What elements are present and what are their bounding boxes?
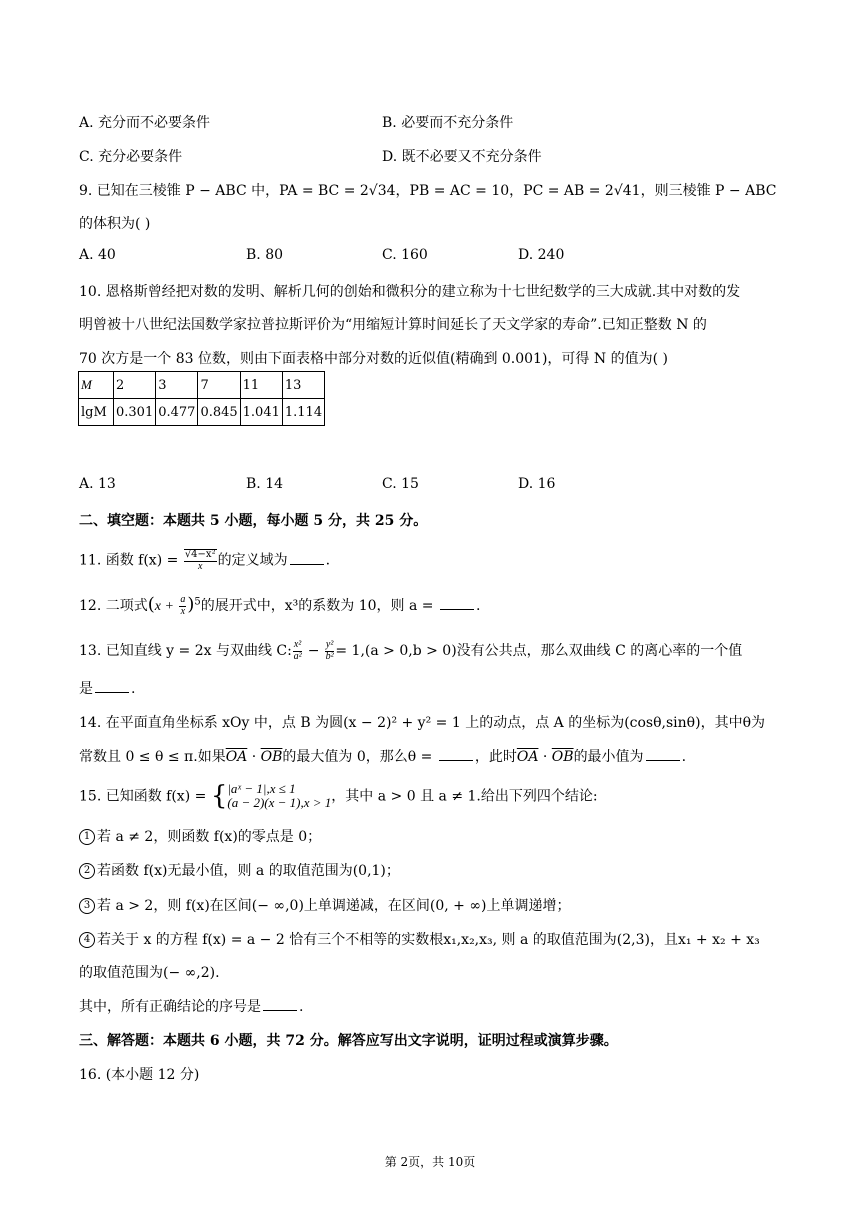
q9-option-b: B. 80 xyxy=(246,247,284,263)
q13-frac-y xyxy=(325,640,334,662)
q13-frac-x-den: a² xyxy=(293,650,302,662)
q11-fraction xyxy=(184,549,217,572)
q9-stem-line2: 的体积为( ) xyxy=(79,216,151,232)
vector-oa: $\overline{OA}$ xyxy=(516,749,539,765)
q10-option-b: B. 14 xyxy=(246,476,284,492)
q10-stem-line1: 10. 恩格斯曾经把对数的发明、解析几何的创始和微积分的建立称为十七世纪数学的三大成就.其中对数的发 xyxy=(79,284,741,300)
q14-line2-d: 的最小值为 xyxy=(573,749,644,765)
circled-number-icon: 3 xyxy=(79,898,95,914)
log-table xyxy=(78,371,325,426)
q15-stem xyxy=(79,782,598,811)
table-cell: 0.845 xyxy=(198,399,240,426)
answer-blank xyxy=(440,597,474,610)
table-cell: 0.301 xyxy=(114,399,156,426)
table-cell: 1.041 xyxy=(240,399,282,426)
q10-option-d: D. 16 xyxy=(518,476,556,492)
answer-blank xyxy=(439,748,473,761)
q13-line2: 是 xyxy=(79,681,93,697)
brace-icon: { xyxy=(210,781,228,812)
q15-item-1 xyxy=(79,826,321,846)
q12-expr: x + xyxy=(154,599,174,614)
page-footer: 第 2页，共 10页 xyxy=(384,1155,476,1169)
q13-frac-y-den: b² xyxy=(325,650,334,662)
answer-blank xyxy=(646,748,680,761)
q11-suffix: 的定义域为 xyxy=(217,552,288,569)
answer-blank xyxy=(95,680,129,693)
q16-heading: 16. (本小题 12 分) xyxy=(79,1067,200,1083)
q15-item-4-continued: 的取值范围为(− ∞,2). xyxy=(79,965,220,981)
q13-stem-line2: 是 . xyxy=(79,681,136,697)
q15-case-1: |aˣ − 1|,x ≤ 1 xyxy=(227,781,296,796)
table-cell: 13 xyxy=(282,372,324,399)
table-cell: lgM xyxy=(79,399,114,426)
q9-option-a: A. 40 xyxy=(79,247,116,263)
vector-oa: $\overline{OA}$ xyxy=(225,749,248,765)
q8-option-a: A. 充分而不必要条件 xyxy=(79,115,211,131)
q12-stem: 12. 二项式(x + $\frac{a}{x}$ )$^5$的展开式中，x³的系数为 10，则 a = . xyxy=(79,594,481,617)
q11-stem: 11. 函数 f(x) = $\frac{\text{√4−x²}}{x}$ 的定义域为 . xyxy=(79,549,331,572)
table-row xyxy=(79,399,325,426)
answer-blank xyxy=(263,998,297,1011)
q10-option-a: A. 13 xyxy=(79,476,116,492)
q14-stem-line2: 常数且 0 ≤ θ ≤ π.如果$\overline{OA} \cdot \overline{OB}$的最大值为 0，那么θ = ，此时$\overline{OA} \cdot \overline{OB}$的最小值为 . xyxy=(79,749,687,765)
q9-option-c: C. 160 xyxy=(382,247,428,263)
q15-prefix: 15. 已知函数 f(x) = xyxy=(79,788,207,805)
table-cell: 11 xyxy=(240,372,282,399)
q9-stem-line1: 9. 已知在三棱锥 P − ABC 中，PA = BC = 2√34，PB = AC = 10，PC = AB = 2√41，则三棱锥 P − ABC xyxy=(79,183,777,199)
q13-frac-y-num: y² xyxy=(325,639,334,650)
table-cell: 1.114 xyxy=(282,399,324,426)
q8-option-b: B. 必要而不充分条件 xyxy=(382,115,514,131)
q12-frac-num: a xyxy=(180,594,186,605)
q10-stem-line3: 70 次方是一个 83 位数，则由下面表格中部分对数的近似值(精确到 0.001)，可得 N 的值为( ) xyxy=(79,351,668,367)
table-cell: 2 xyxy=(114,372,156,399)
q12-power: 5 xyxy=(194,596,201,608)
q12-mid: 的展开式中，x³的系数为 10，则 a = xyxy=(200,598,434,614)
q15-conclusion-text: 其中，所有正确结论的序号是 xyxy=(79,999,261,1015)
q15-item-3-text: 若 a > 2，则 f(x)在区间(− ∞,0)上单调递减，在区间(0, + ∞)上单调递增； xyxy=(97,898,571,914)
circled-number-icon: 1 xyxy=(79,829,95,845)
q11-denominator: x xyxy=(197,560,203,572)
q15-conclusion: 其中，所有正确结论的序号是 . xyxy=(79,999,304,1015)
q14-stem-line1: 14. 在平面直角坐标系 xOy 中，点 B 为圆(x − 2)² + y² = 1 上的动点，点 A 的坐标为(cosθ,sinθ)，其中θ为 xyxy=(79,715,765,731)
q13-frac-x xyxy=(293,640,302,662)
q8-option-d: D. 既不必要又不充分条件 xyxy=(382,149,542,165)
table-cell: 0.477 xyxy=(156,399,198,426)
q10-option-c: C. 15 xyxy=(382,476,419,492)
table-cell: 3 xyxy=(156,372,198,399)
q14-line2-c: ，此时 xyxy=(474,749,517,765)
circled-number-icon: 2 xyxy=(79,863,95,879)
q13-suffix: = 1,(a > 0,b > 0)没有公共点，那么双曲线 C 的离心率的一个值 xyxy=(335,643,743,659)
q14-line2-b: 的最大值为 0，那么θ = xyxy=(282,749,433,765)
q12-frac-den: x xyxy=(180,605,186,617)
q15-item-3 xyxy=(79,895,570,915)
q9-option-d: D. 240 xyxy=(518,247,565,263)
q15-piecewise xyxy=(227,782,331,811)
q12-prefix: 12. 二项式 xyxy=(79,598,148,614)
vector-ob: $\overline{OB}$ xyxy=(551,749,574,765)
q13-stem-line1: 13. 已知直线 y = 2x 与双曲线 C: $\frac{\text{x²}}{\text{a²}}$ − $\frac{\text{y²}}{\text{b²}}$ = 1,(a > 0,b > 0)没有公共点，那么双曲线 C 的离心率的一个值 xyxy=(79,639,743,662)
q15-item-4-text: 若关于 x 的方程 f(x) = a − 2 恰有三个不相等的实数根x₁,x₂,x₃, 则 a 的取值范围为(2,3)，且x₁ + x₂ + x₃ xyxy=(97,932,760,948)
answer-blank xyxy=(290,552,324,565)
q12-fraction xyxy=(179,595,186,617)
table-cell: M xyxy=(79,372,114,399)
table-row xyxy=(79,372,325,399)
circled-number-icon: 4 xyxy=(79,932,95,948)
section-2-heading: 二、填空题：本题共 5 小题，每小题 5 分，共 25 分。 xyxy=(79,513,428,529)
q14-line2-a: 常数且 0 ≤ θ ≤ π.如果 xyxy=(79,749,226,765)
q8-option-c: C. 充分必要条件 xyxy=(79,149,183,165)
q13-prefix: 13. 已知直线 y = 2x 与双曲线 C: xyxy=(79,643,292,659)
q10-stem-line2: 明曾被十八世纪法国数学家拉普拉斯评价为“用缩短计算时间延长了天文学家的寿命”.已知正整数 N 的 xyxy=(79,317,707,333)
q15-item-1-text: 若 a ≠ 2，则函数 f(x)的零点是 0； xyxy=(97,829,322,845)
q15-item-2 xyxy=(79,860,400,880)
q15-item-2-text: 若函数 f(x)无最小值，则 a 的取值范围为(0,1)； xyxy=(97,863,400,879)
q13-frac-x-num: x² xyxy=(293,639,302,650)
q15-item-4 xyxy=(79,929,760,949)
q11-prefix: 11. 函数 f(x) = xyxy=(79,552,179,569)
table-cell: 7 xyxy=(198,372,240,399)
q11-numerator: √4−x² xyxy=(184,549,216,560)
q15-suffix: ，其中 a > 0 且 a ≠ 1.给出下列四个结论: xyxy=(331,788,598,805)
vector-ob: $\overline{OB}$ xyxy=(260,749,283,765)
section-3-heading: 三、解答题：本题共 6 小题，共 72 分。解答应写出文字说明，证明过程或演算步骤。 xyxy=(79,1033,618,1049)
q15-case-2: (a − 2)(x − 1),x > 1 xyxy=(227,795,332,811)
